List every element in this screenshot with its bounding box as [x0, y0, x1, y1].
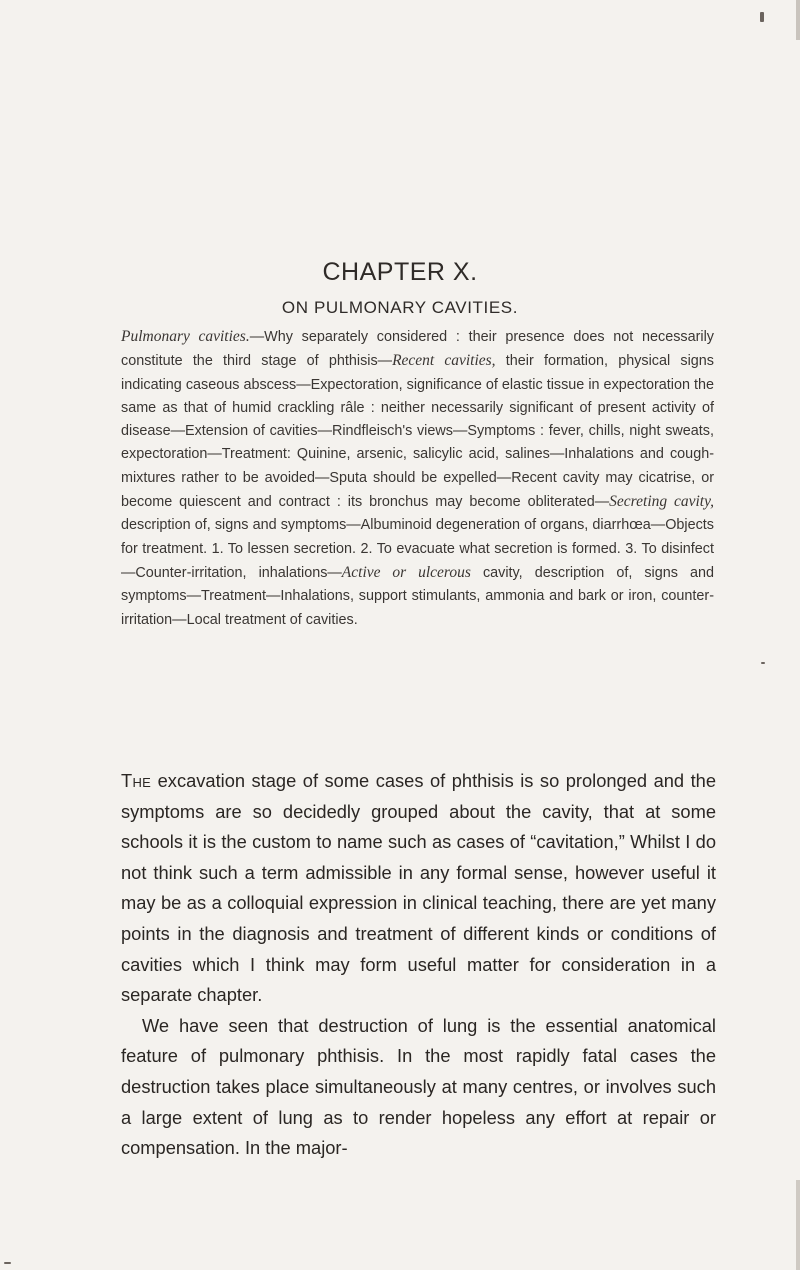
- paragraph-text: excavation stage of some cases of phthisis is so prolonged and the symptoms are so decidedly grouped about the cavity, that at some schools it is the custom to name such as cases of “cavitation,” Whilst I do not think such a term admissible in any formal sense, however useful it may be as a colloquial expression in clinical teaching, there are yet many points in the diagnosis and treatment of different kinds or conditions of cavities which I think may form useful matter for consideration in a separate chapter.: [121, 770, 716, 1006]
- summary-topic-recent-cavities: Recent cavities,: [392, 352, 496, 370]
- summary-topic-pulmonary-cavities: Pulmonary cavities.: [121, 328, 250, 345]
- summary-text: description of, signs and symptoms—Albuminoid degeneration of organs, diarrhœa—Objects for treatment. 1. To lessen secretion. 2. To evacuate what secretion is formed. 3. To disinfect—Counter-irritation, inhalations—: [121, 517, 714, 581]
- chapter-heading: CHAPTER X.: [322, 258, 478, 286]
- summary-topic-active-cavity: Active or ulcerous: [341, 563, 471, 581]
- print-speck: [760, 12, 764, 22]
- body-paragraph: We have seen that destruction of lung is the essential anatomical feature of pulmonary phthisis. In the most rapidly fatal cases the destruction takes place simultaneously at many centres, or involves such a large extent of lung as to render hopeless any effort at repair or compensation. In the major-: [121, 1014, 716, 1159]
- chapter-title: ON PULMONARY CAVITIES.: [281, 298, 519, 317]
- summary-text: cavity, description of, signs and symptoms—Treatment—Inhalations, support stimulants, ammonia and bark or iron, counter-irritation—Local treatment of cavities.: [121, 564, 714, 628]
- summary-text: their formation, physical signs indicating caseous abscess—Expectoration, significance of elastic tissue in expectoration the same as that of humid crackling râle : neither necessarily significant of present activity of disease—Extension of cavities—Rindfleisch's views—Symptoms : fever, chills, night sweats, expectoration—Treatment: Quinine, arsenic, salicylic acid, salines—Inhalations and cough-mixtures rather to be avoided—Sputa should be expelled—Recent cavity may cicatrise, or become quiescent and contract : its bronchus may become obliterated—: [121, 353, 714, 511]
- body-paragraph: [121, 766, 716, 1011]
- summary-text: —Why separately considered : their presence does not necessarily constitute the third stage of phthisis—: [121, 329, 714, 370]
- print-speck: [761, 662, 765, 664]
- page-edge-shadow: [796, 1180, 800, 1270]
- paragraph-lead-word: The: [121, 770, 152, 791]
- chapter-body: [121, 766, 716, 1164]
- chapter-summary: [121, 325, 714, 632]
- page-edge-shadow: [796, 0, 800, 40]
- print-speck: [4, 1262, 11, 1264]
- summary-topic-secreting-cavity: Secreting cavity,: [609, 493, 714, 511]
